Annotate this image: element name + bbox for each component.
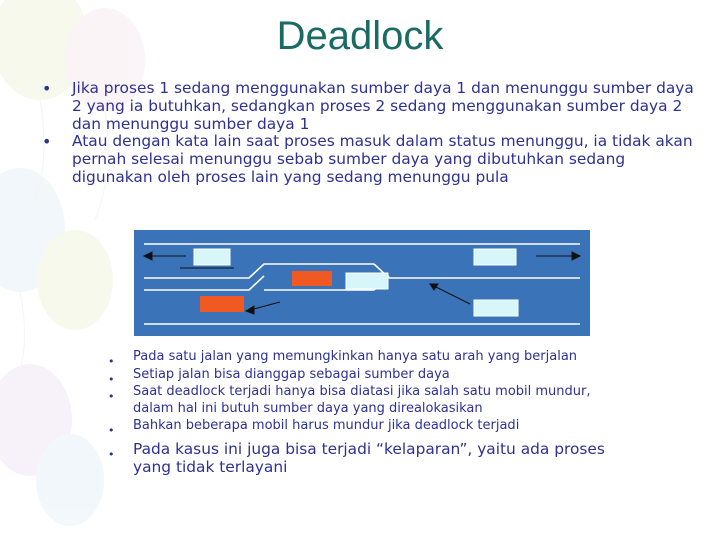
car-orange-top xyxy=(292,271,332,286)
bullet-dot: • xyxy=(108,390,115,403)
sub-bullet-text: Setiap jalan bisa dianggap sebagai sumber daya xyxy=(133,366,450,382)
bullet-dot: • xyxy=(108,355,115,368)
deadlock-road-diagram xyxy=(134,230,590,336)
sub-bullet-text: Pada kasus ini juga bisa terjadi “kelaparan”, yaitu ada proses yang tidak terlayani xyxy=(133,439,605,476)
bullet-dot: • xyxy=(108,372,115,386)
car-light-center xyxy=(346,273,388,289)
car-orange-bottom xyxy=(200,296,244,312)
sub-bullet-text: Bahkan beberapa mobil harus mundur jika deadlock terjadi xyxy=(133,418,520,433)
bullet-dot: • xyxy=(108,424,115,437)
sub-bullet-list xyxy=(100,348,620,476)
main-bullet-list xyxy=(38,80,698,187)
sub-bullet-item xyxy=(100,418,620,435)
car-light-left xyxy=(194,249,230,265)
bullet-item xyxy=(38,133,698,186)
car-light-bottom xyxy=(474,300,518,316)
sub-bullet-item xyxy=(100,384,620,417)
bullet-dot: • xyxy=(42,79,52,98)
sub-bullet-item xyxy=(100,367,620,384)
sub-bullet-text: Pada satu jalan yang memungkinkan hanya satu arah yang berjalan xyxy=(133,349,578,364)
slide-title: Deadlock xyxy=(276,14,444,58)
sub-bullet-item xyxy=(100,440,620,476)
bullet-text: Jika proses 1 sedang menggunakan sumber daya 1 dan menunggu sumber daya 2 yang ia butuhkan, sedangkan proses 2 sedang menggunakan sumber daya 2 dan menunggu sumber daya 1 xyxy=(72,79,694,133)
bullet-dot: • xyxy=(42,132,52,152)
sub-bullet-text: Saat deadlock terjadi hanya bisa diatasi jika salah satu mobil mundur, dalam hal ini butuh sumber daya yang direalokasikan xyxy=(133,384,591,416)
bullet-text: Atau dengan kata lain saat proses masuk dalam status menunggu, ia tidak akan pernah selesai menunggu sebab sumber daya yang dibutuhkan sedang digunakan oleh proses lain yang sedang menunggu pula xyxy=(72,132,693,186)
sub-bullet-item xyxy=(100,349,620,366)
bullet-item xyxy=(38,80,698,133)
car-light-right xyxy=(474,249,516,265)
bullet-dot: • xyxy=(108,447,115,461)
